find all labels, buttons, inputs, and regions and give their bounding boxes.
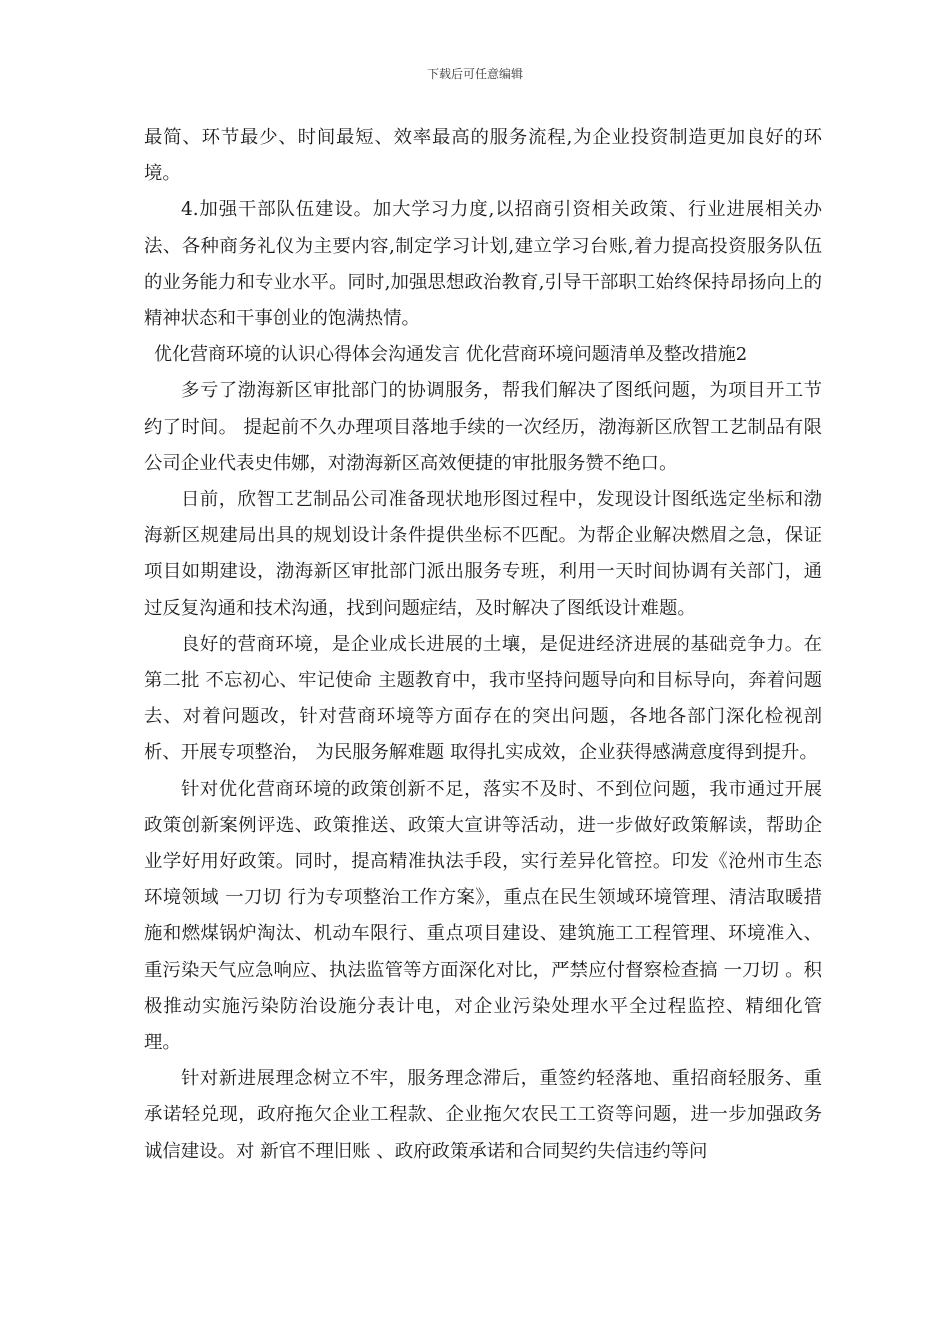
section-title: 优化营商环境的认识心得体会沟通发言 优化营商环境问题清单及整改措施2 [154,344,748,366]
document-body [144,120,822,1170]
paragraph-policy-innovation: 针对优化营商环境的政策创新不足，落实不及时、不到位问题，我市通过开展政策创新案例评选、政策推送、政策大宣讲等活动，进一步做好政策解读，帮助企业学好用好政策。同时，提高精准执法手段，实行差异化管控。印发《沧州市生态环境领域 一刀切 行为专项整治工作方案》，重点在民生领域环境管理、清洁取暖措施和燃煤锅炉淘汰、机动车限行、重点项目建设、建筑施工工程管理、环境准入、重污染天气应急响应、执法监管等方面深化对比，严禁应付督察检查搞 一刀切 。积极推动实施污染防治设施分表计电，对企业污染处理水平全过程监控、精细化管理。 [144,778,822,1054]
paragraph-cadre-building: 4.加强干部队伍建设。加大学习力度,以招商引资相关政策、行业进展相关办法、各种商务礼仪为主要内容,制定学习计划,建立学习台账,着力提高投资服务队伍的业务能力和专业水平。同时,加强思想政治教育,引导干部职工始终保持昂扬向上的精神状态和干事创业的饱满热情。 [144,199,822,330]
paragraph-approval-service: 多亏了渤海新区审批部门的协调服务，帮我们解决了图纸问题，为项目开工节约了时间。 提起前不久办理项目落地手续的一次经历，渤海新区欣智工艺制品有限公司企业代表史伟娜，对渤海新区高效便捷的审批服务赞不绝口。 [144,380,822,474]
paragraph-drawing-issue: 日前，欣智工艺制品公司准备现状地形图过程中，发现设计图纸选定坐标和渤海新区规建局出具的规划设计条件提供坐标不匹配。为帮企业解决燃眉之急，保证项目如期建设，渤海新区审批部门派出服务专班，利用一天时间协调有关部门，通过反复沟通和技术沟通，找到问题症结，及时解决了图纸设计难题。 [144,489,822,619]
paragraph-integrity-building: 针对新进展理念树立不牢，服务理念滞后，重签约轻落地、重招商轻服务、重承诺轻兑现，政府拖欠企业工程款、企业拖欠农民工工资等问题，进一步加强政务诚信建设。对 新官不理旧账 、政府政策承诺和合同契约失信违约等问 [144,1068,822,1162]
page-header: 下载后可任意编辑 [426,67,523,81]
paragraph-business-environment: 良好的营商环境，是企业成长进展的土壤，是促进经济进展的基础竞争力。在第二批 不忘初心、牢记使命 主题教育中，我市坚持问题导向和目标导向，奔着问题去、对着问题改，针对营商环境等方面存在的突出问题，各地各部门深化检视剖析、开展专项整治， 为民服务解难题 取得扎实成效，企业获得感满意度得到提升。 [144,633,822,764]
paragraph-continuation: 最简、环节最少、时间最短、效率最高的服务流程,为企业投资制造更加良好的环境。 [144,127,822,185]
